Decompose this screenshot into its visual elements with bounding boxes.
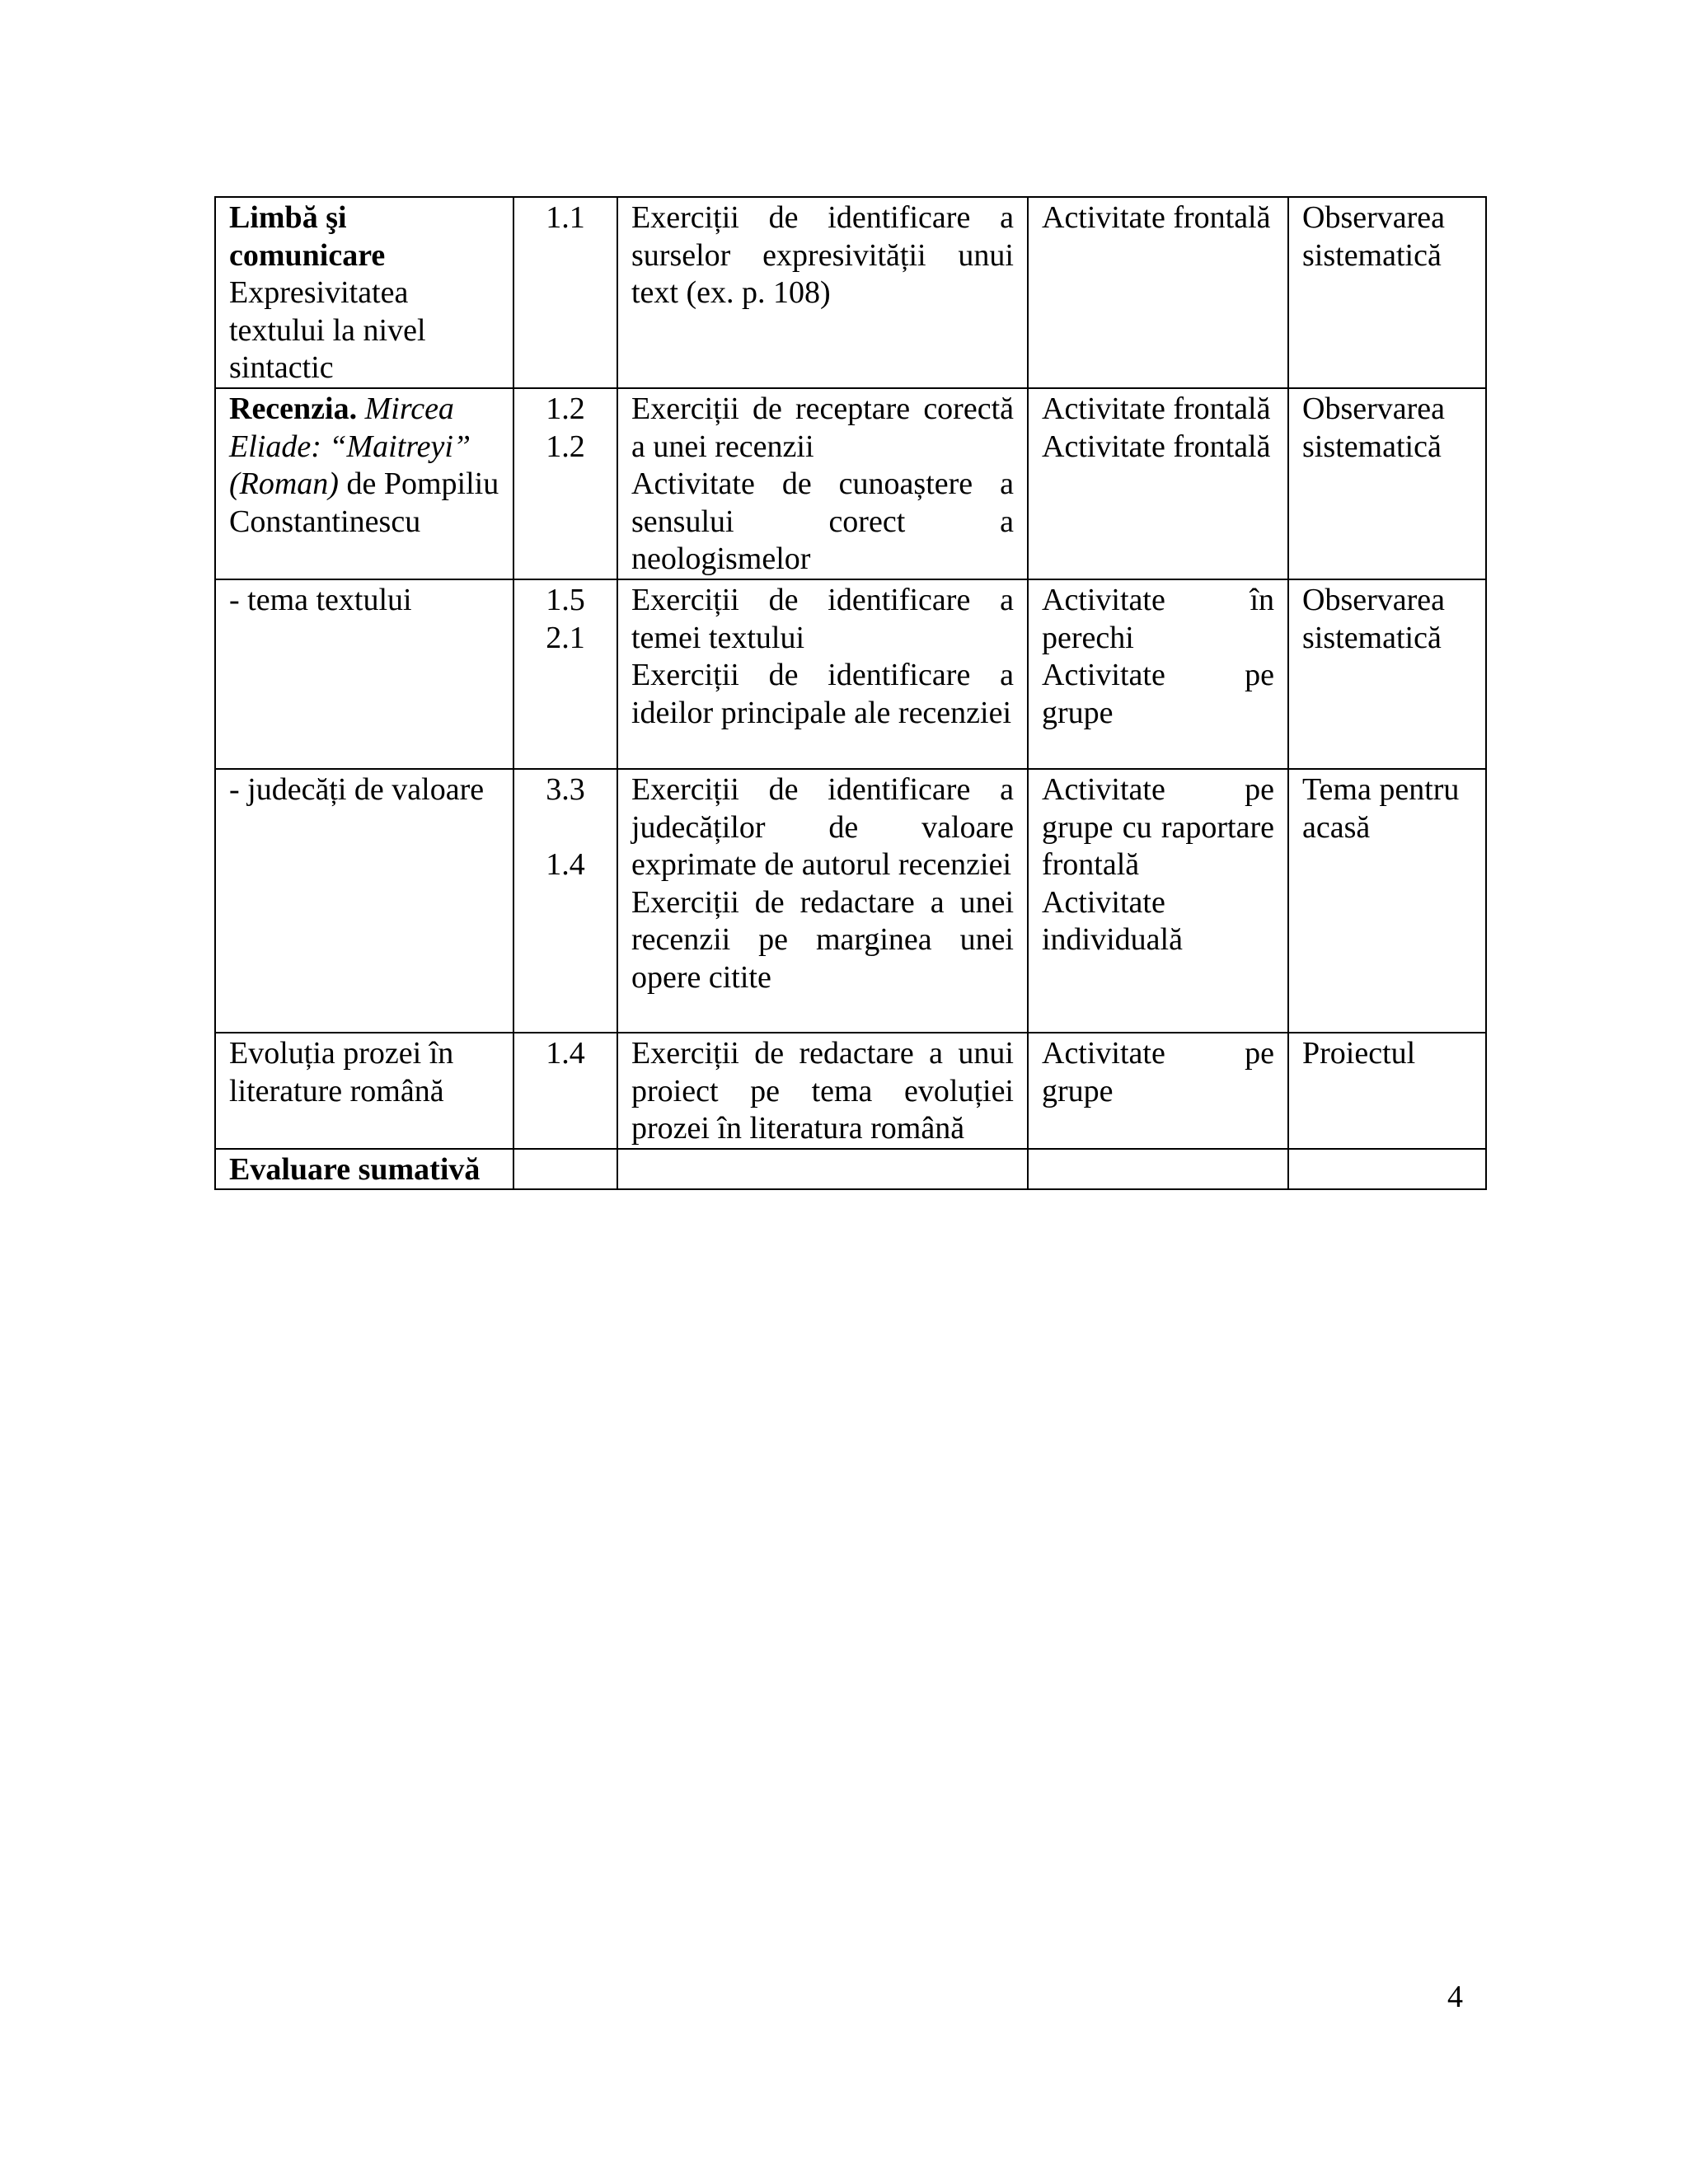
table-row (215, 1033, 1486, 1149)
activities-cell (617, 1033, 1028, 1149)
organization-text: Activitate în perechi (1042, 582, 1274, 655)
evaluation-cell (1288, 388, 1486, 579)
activities-cell (617, 388, 1028, 579)
activity-text: Exerciții de redactare a unei recenzii pe marginea unei opere citite (631, 884, 1014, 995)
evaluation-text: Observarea sistematică (1302, 391, 1446, 464)
organization-text: Activitate frontală (1042, 429, 1271, 464)
organization-cell (1028, 579, 1288, 769)
code-cell (513, 769, 617, 1033)
evaluation-cell (1288, 1033, 1486, 1149)
topic-text: Expresivitatea textului la nivel sintactic (229, 275, 426, 386)
organization-text: Activitate pe grupe (1042, 1035, 1274, 1108)
competence-code: 1.4 (546, 1035, 585, 1071)
organization-cell (1028, 1033, 1288, 1149)
topic-italic: Mircea Eliade: “Maitreyi” (Roman) (229, 391, 471, 502)
code-cell (513, 388, 617, 579)
evaluation-text: Proiectul (1302, 1035, 1416, 1071)
competence-code: 1.2 (546, 429, 585, 464)
activity-text: Exerciții de identificare a surselor expresivității unui text (ex. p. 108) (631, 200, 1014, 311)
organization-text: Activitate frontală (1042, 391, 1271, 426)
topic-cell (215, 1033, 513, 1149)
activity-text: Exerciții de redactare a unui proiect pe tema evoluției prozei în literatura română (631, 1035, 1014, 1146)
page-number: 4 (1447, 1980, 1463, 2014)
topic-cell (215, 388, 513, 579)
organization-cell (1028, 769, 1288, 1033)
activity-text: Exerciții de identificare a judecăților de valoare exprimate de autorul recenziei (631, 771, 1014, 883)
table-row (215, 197, 1486, 388)
code-cell (513, 1033, 617, 1149)
topic-cell (215, 579, 513, 769)
evaluation-text: Tema pentru acasă (1302, 771, 1460, 845)
curriculum-table (214, 196, 1487, 1190)
topic-cell (215, 769, 513, 1033)
competence-code: 1.2 (546, 391, 585, 426)
activity-text: Exerciții de receptare corectă a unei recenzii (631, 391, 1014, 464)
activity-text: Activitate de cunoaștere a sensului corect a neologismelor (631, 466, 1014, 577)
topic-heading: Recenzia. (229, 391, 358, 426)
table-row (215, 579, 1486, 769)
organization-text: Activitate individuală (1042, 884, 1183, 958)
activity-text: Exerciții de identificare a temei textului (631, 582, 1014, 655)
activities-cell (617, 769, 1028, 1033)
competence-code: 1.5 (546, 582, 585, 617)
code-cell (513, 197, 617, 388)
competence-code: 2.1 (546, 620, 585, 655)
organization-cell (1028, 1149, 1288, 1190)
topic-text: - judecăți de valoare (229, 771, 485, 807)
topic-connector: de (346, 466, 377, 502)
organization-text: Activitate pe grupe cu raportare frontală (1042, 771, 1274, 883)
topic-cell (215, 197, 513, 388)
topic-cell (215, 1149, 513, 1190)
topic-text: - tema textului (229, 582, 412, 617)
evaluation-cell (1288, 769, 1486, 1033)
competence-code: 1.1 (546, 200, 585, 235)
organization-text: Activitate frontală (1042, 200, 1271, 235)
evaluation-text: Observarea sistematică (1302, 582, 1446, 655)
code-cell (513, 1149, 617, 1190)
topic-heading: Limbă şi comunicare (229, 200, 386, 273)
topic-heading: Evaluare sumativă (229, 1151, 481, 1187)
table-row (215, 1149, 1486, 1190)
evaluation-cell (1288, 1149, 1486, 1190)
activities-cell (617, 1149, 1028, 1190)
activity-text: Exerciții de identificare a ideilor principale ale recenziei (631, 658, 1014, 730)
code-cell (513, 579, 617, 769)
evaluation-text: Observarea sistematică (1302, 200, 1446, 273)
evaluation-cell (1288, 197, 1486, 388)
organization-cell (1028, 197, 1288, 388)
organization-text: Activitate pe grupe (1042, 658, 1274, 730)
organization-cell (1028, 388, 1288, 579)
activities-cell (617, 579, 1028, 769)
evaluation-cell (1288, 579, 1486, 769)
competence-code: 3.3 (546, 771, 585, 807)
table-row (215, 769, 1486, 1033)
table-row (215, 388, 1486, 579)
competence-code: 1.4 (546, 847, 585, 883)
activities-cell (617, 197, 1028, 388)
topic-text: Pompiliu Constantinescu (229, 466, 499, 539)
topic-text: Evoluția prozei în literature română (229, 1035, 454, 1108)
